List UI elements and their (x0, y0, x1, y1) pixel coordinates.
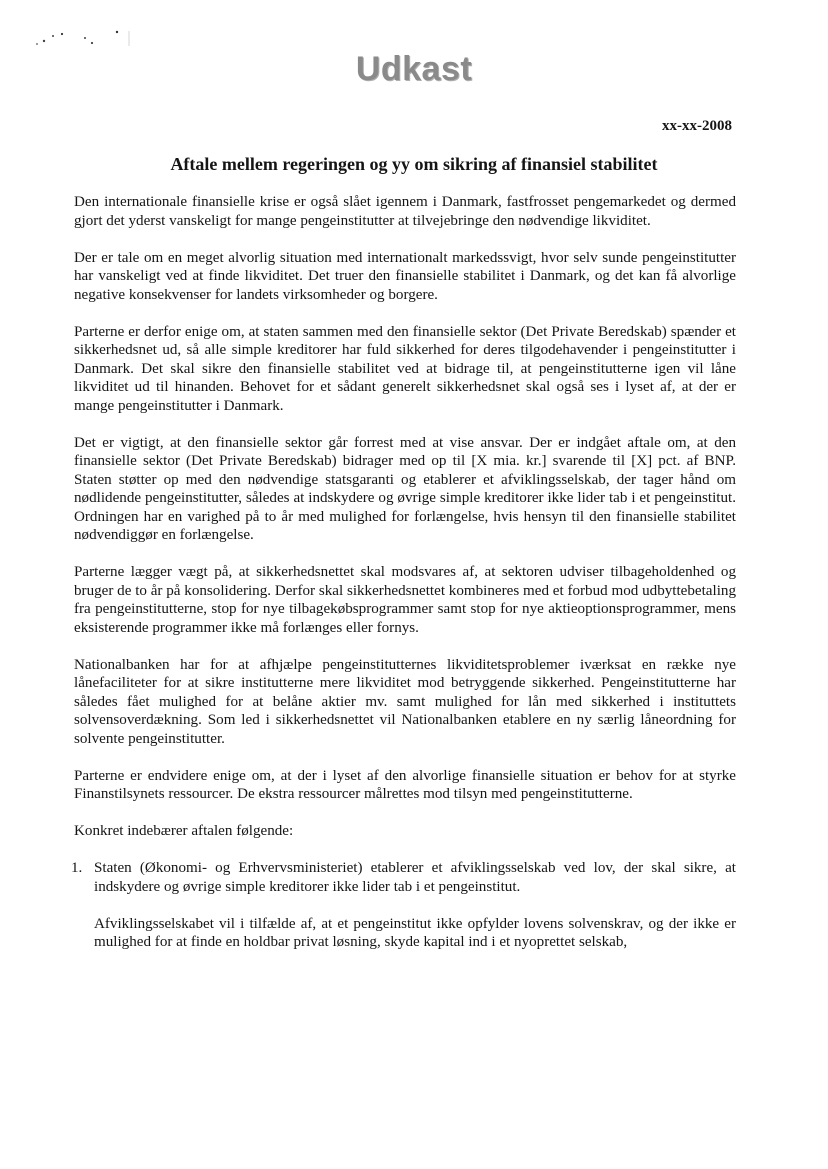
paragraph: Det er vigtigt, at den finansielle sektor går forrest med at vise ansvar. Der er indgået aftale om, at den finansielle sektor (Det Private Beredskab) bidrager med op til [X mia. kr.] svarende til [X] pct. af BNP. Staten støtter op med den nødvendige statsgaranti og etablerer et afviklingsselskab, der tager hånd om nødlidende pengeinstitutter, således at indskydere og øvrige simple kreditorer ikke lider tab i et pengeinstitut. Ordningen har en varighed på to år med mulighed for forlængelse, hvis hensyn til den finansielle stabilitet nødvendiggør en forlængelse. (74, 434, 736, 543)
list-item-paragraph: Afviklingsselskabet vil i tilfælde af, at et pengeinstitut ikke opfylder lovens solvenskrav, og der ikke er mulighed for at finde en holdbar privat løsning, skyde kapital ind i et nyoprettet selskab, (94, 915, 736, 950)
paragraph: Parterne er endvidere enige om, at der i lyset af den alvorlige finansielle situation er behov for at styrke Finanstilsynets ressourcer. De ekstra ressourcer målrettes mod tilsyn med pengeinstitutterne. (74, 767, 736, 802)
draft-watermark: Udkast (355, 50, 473, 88)
scan-specks (34, 28, 134, 52)
paragraph: Parterne lægger vægt på, at sikkerhedsnettet skal modsvares af, at sektoren udviser tilbageholdenhed og bruger de to år på konsolidering. Derfor skal sikkerhedsnettet kombineres med et forbud mod udbyttebetaling fra pengeinstitutterne, stop for nye tilbagekøbsprogrammer samt stop for nye aktieoptionsprogrammer, mens eksisterende programmer ikke må forlænges eller fornys. (74, 564, 736, 636)
numbered-list (71, 859, 736, 952)
paragraph: Den internationale finansielle krise er også slået igennem i Danmark, fastfrosset pengemarkedet og dermed gjort det yderst vanskeligt for mange pengeinstitutter at tilvejebringe den nødvendige likviditet. (74, 194, 736, 229)
list-item-number: 1. (71, 860, 83, 876)
paragraph: Nationalbanken har for at afhjælpe pengeinstitutternes likviditetsproblemer iværksat en række nye lånefaciliteter for at sikre institutterne mere likviditet mod betryggende sikkerhed. Pengeinstitutterne har således fået mulighed for at belåne aktier mv. samt mulighed for lån med sikkerhed i instituttets solvensoverdækning. Som led i sikkerhedsnettet vil Nationalbanken etablere en ny særlig låneordning for solvente pengeinstitutter. (74, 656, 736, 747)
list-item-paragraph: Staten (Økonomi- og Erhvervsministeriet) etablerer et afviklingsselskab ved lov, der skal sikre, at indskydere og øvrige simple kreditorer ikke lider tab i et pengeinstitut. (94, 860, 736, 895)
document-date: xx-xx-2008 (662, 118, 732, 134)
document-body (71, 193, 736, 970)
document-title: Aftale mellem regeringen og yy om sikring af finansiel stabilitet (170, 154, 658, 174)
list-item (71, 859, 736, 952)
paragraph: Der er tale om en meget alvorlig situation med internationalt markedssvigt, hvor selv sunde pengeinstitutter har vanskeligt ved at finde likviditet. Det truer den finansielle stabilitet i Danmark, og det kan få alvorlige negative konsekvenser for landets virksomheder og borgere. (74, 249, 736, 303)
paragraph: Parterne er derfor enige om, at staten sammen med den finansielle sektor (Det Private Beredskab) spænder et sikkerhedsnet ud, så alle simple kreditorer har fuld sikkerhed for deres tilgodehavender i pengeinstitutter i Danmark. Det skal sikre den finansielle stabilitet ved at bidrage til, at pengeinstitutterne igen vil låne likviditet ud til hinanden. Behovet for et sådant generelt sikkerhedsnet skal også ses i lyset af, at der er mange pengeinstitutter i Danmark. (74, 323, 736, 414)
list-intro: Konkret indebærer aftalen følgende: (74, 823, 294, 839)
